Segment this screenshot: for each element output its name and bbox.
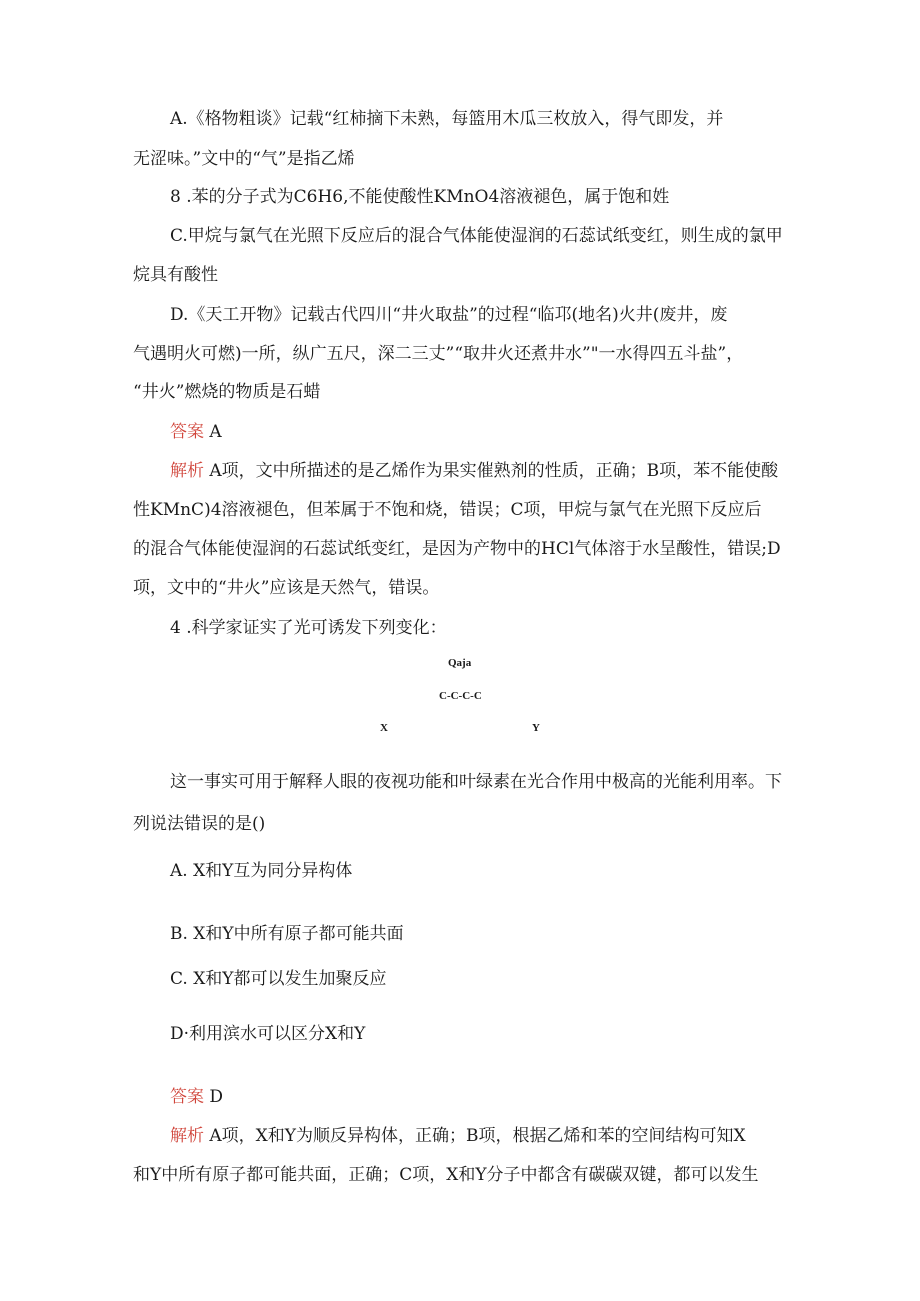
q3-option-a-line1: A.《格物粗谈》记载“红柿摘下未熟，每篮用木瓜三枚放入，得气即发，并 bbox=[170, 109, 724, 129]
q4-answer-value: D bbox=[209, 1087, 224, 1107]
q3-answer-label: 答案 bbox=[170, 422, 204, 442]
q4-stem: 4 .科学家证实了光可诱发下列变化： bbox=[170, 618, 447, 638]
q4-answer bbox=[170, 1086, 223, 1108]
q3-analysis-line1 bbox=[170, 460, 778, 482]
q3-analysis-label: 解析 bbox=[170, 461, 204, 481]
q3-option-d-line3: “井火”燃烧的物质是石蜡 bbox=[133, 382, 321, 402]
q4-description-line1: 这一事实可用于解释人眼的夜视功能和叶绿素在光合作用中极高的光能利用率。下 bbox=[170, 772, 782, 792]
q4-answer-label: 答案 bbox=[170, 1087, 204, 1107]
q3-answer-value: A bbox=[209, 422, 222, 442]
q3-option-c-line2: 烷具有酸性 bbox=[133, 265, 218, 285]
q3-answer bbox=[170, 421, 222, 443]
q3-option-a-line2: 无涩味。”文中的“气”是指乙烯 bbox=[133, 149, 355, 169]
q4-description-line2: 列说法错误的是() bbox=[133, 814, 266, 834]
q4-option-b: B. X和Y中所有原子都可能共面 bbox=[170, 924, 404, 944]
q3-analysis-line3: 的混合气体能使湿润的石蕊试纸变红，是因为产物中的HCl气体溶于水呈酸性，错误;D bbox=[133, 539, 781, 559]
q4-analysis-label: 解析 bbox=[170, 1126, 204, 1146]
q4-analysis-text: A项，X和Y为顺反异构体，正确；B项，根据乙烯和苯的空间结构可知X bbox=[209, 1126, 746, 1146]
structure-x-label: X bbox=[380, 722, 388, 734]
structure-y-label: Y bbox=[532, 722, 540, 734]
structure-top-label: Qaja bbox=[448, 657, 472, 669]
q3-analysis-line4: 项，文中的“井火”应该是天然气，错误。 bbox=[133, 578, 440, 598]
q3-option-d-line2: 气遇明火可燃)一所，纵广五尺，深二三丈”“取井火还煮井水”"一水得四五斗盐”， bbox=[133, 344, 744, 364]
q4-option-c: C. X和Y都可以发生加聚反应 bbox=[170, 969, 387, 989]
structure-chain-label: C-C-C-C bbox=[439, 690, 482, 702]
q3-option-c-line1: C.甲烷与氯气在光照下反应后的混合气体能使湿润的石蕊试纸变红，则生成的氯甲 bbox=[170, 226, 783, 246]
q4-analysis-line1 bbox=[170, 1125, 746, 1147]
q3-option-b: 8 .苯的分子式为C6H6,不能使酸性KMnO4溶液褪色，属于饱和姓 bbox=[170, 187, 670, 207]
q3-analysis-line2: 性KMnC)4溶液褪色，但苯属于不饱和烧，错误；C项，甲烷与氯气在光照下反应后 bbox=[133, 500, 762, 520]
q4-option-a: A. X和Y互为同分异构体 bbox=[170, 861, 353, 881]
q3-analysis-text: A项，文中所描述的是乙烯作为果实催熟剂的性质，正确；B项，苯不能使酸 bbox=[209, 461, 779, 481]
q4-analysis-line2: 和Y中所有原子都可能共面，正确；C项，X和Y分子中都含有碳碳双键，都可以发生 bbox=[133, 1165, 759, 1185]
q3-option-d-line1: D.《天工开物》记载古代四川“井火取盐”的过程“临邛(地名)火井(废井，废 bbox=[170, 305, 728, 325]
q4-option-d: D·利用滨水可以区分X和Y bbox=[170, 1024, 366, 1044]
